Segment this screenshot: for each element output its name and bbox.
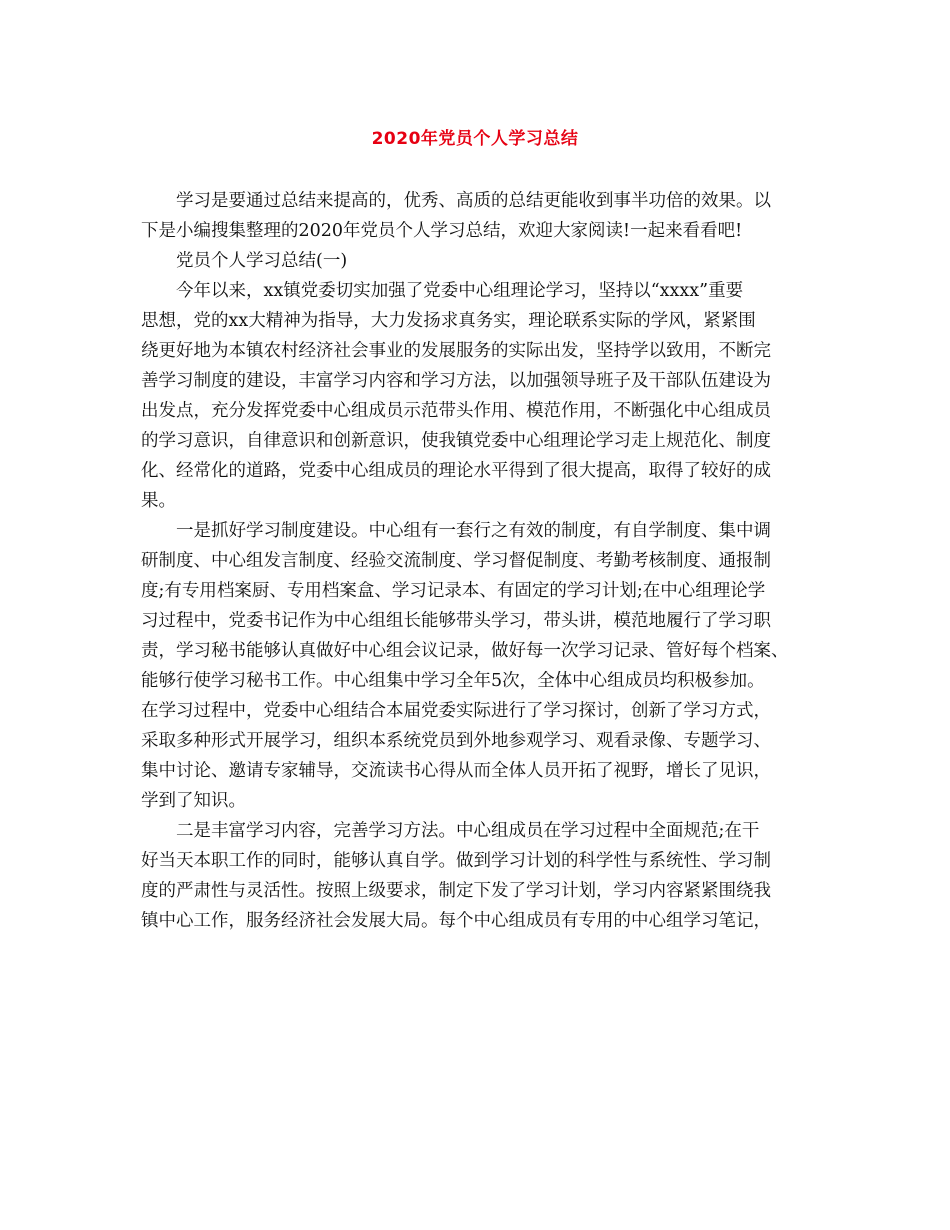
text-line: 的学习意识，自律意识和创新意识，使我镇党委中心组理论学习走上规范化、制度 xyxy=(141,431,771,451)
text-line: 学到了知识。 xyxy=(141,791,246,811)
section-heading xyxy=(141,246,821,276)
intro-paragraph xyxy=(141,186,821,246)
text-line: 镇中心工作，服务经济社会发展大局。每个中心组成员有专用的中心组学习笔记， xyxy=(141,911,771,931)
text-line: 责，学习秘书能够认真做好中心组会议记录，做好每一次学习记录、管好每个档案、 xyxy=(141,641,789,661)
document-title: 2020年党员个人学习总结 xyxy=(371,129,579,149)
text-line: 出发点，充分发挥党委中心组成员示范带头作用、模范作用，不断强化中心组成员 xyxy=(141,401,771,421)
text-line: 集中讨论、邀请专家辅导，交流读书心得从而全体人员开拓了视野，增长了见识， xyxy=(141,761,771,781)
text-line: 能够行使学习秘书工作。中心组集中学习全年5次，全体中心组成员均积极参加。 xyxy=(141,671,765,691)
text-line: 在学习过程中，党委中心组结合本届党委实际进行了学习探讨，创新了学习方式， xyxy=(141,701,771,721)
text-line: 度的严肃性与灵活性。按照上级要求，制定下发了学习计划，学习内容紧紧围绕我 xyxy=(141,881,771,901)
text-line: 度;有专用档案厨、专用档案盒、学习记录本、有固定的学习计划;在中心组理论学 xyxy=(141,581,766,601)
text-line: 习过程中，党委书记作为中心组组长能够带头学习，带头讲，模范地履行了学习职 xyxy=(141,611,771,631)
text-line: 好当天本职工作的同时，能够认真自学。做到学习计划的科学性与系统性、学习制 xyxy=(141,851,771,871)
body-paragraph xyxy=(141,816,821,936)
text-line: 学习是要通过总结来提高的，优秀、高质的总结更能收到事半功倍的效果。以 xyxy=(176,191,771,211)
text-line: 善学习制度的建设，丰富学习内容和学习方法，以加强领导班子及干部队伍建设为 xyxy=(141,371,771,391)
text-line: 党员个人学习总结(一) xyxy=(176,251,348,271)
text-line: 一是抓好学习制度建设。中心组有一套行之有效的制度，有自学制度、集中调 xyxy=(176,521,771,541)
text-line: 下是小编搜集整理的2020年党员个人学习总结，欢迎大家阅读!一起来看看吧! xyxy=(141,221,743,241)
text-line: 采取多种形式开展学习，组织本系统党员到外地参观学习、观看录像、专题学习、 xyxy=(141,731,771,751)
text-line: 二是丰富学习内容，完善学习方法。中心组成员在学习过程中全面规范;在干 xyxy=(176,821,760,841)
document-body xyxy=(141,186,821,936)
body-paragraph xyxy=(141,276,821,516)
text-line: 思想，党的xx大精神为指导，大力发扬求真务实，理论联系实际的学风，紧紧围 xyxy=(141,311,756,331)
text-line: 研制度、中心组发言制度、经验交流制度、学习督促制度、考勤考核制度、通报制 xyxy=(141,551,771,571)
text-line: 果。 xyxy=(141,491,176,511)
text-line: 今年以来，xx镇党委切实加强了党委中心组理论学习，坚持以“xxxx”重要 xyxy=(176,281,744,301)
text-line: 化、经常化的道路，党委中心组成员的理论水平得到了很大提高，取得了较好的成 xyxy=(141,461,771,481)
text-line: 绕更好地为本镇农村经济社会事业的发展服务的实际出发，坚持学以致用，不断完 xyxy=(141,341,771,361)
body-paragraph xyxy=(141,516,821,816)
